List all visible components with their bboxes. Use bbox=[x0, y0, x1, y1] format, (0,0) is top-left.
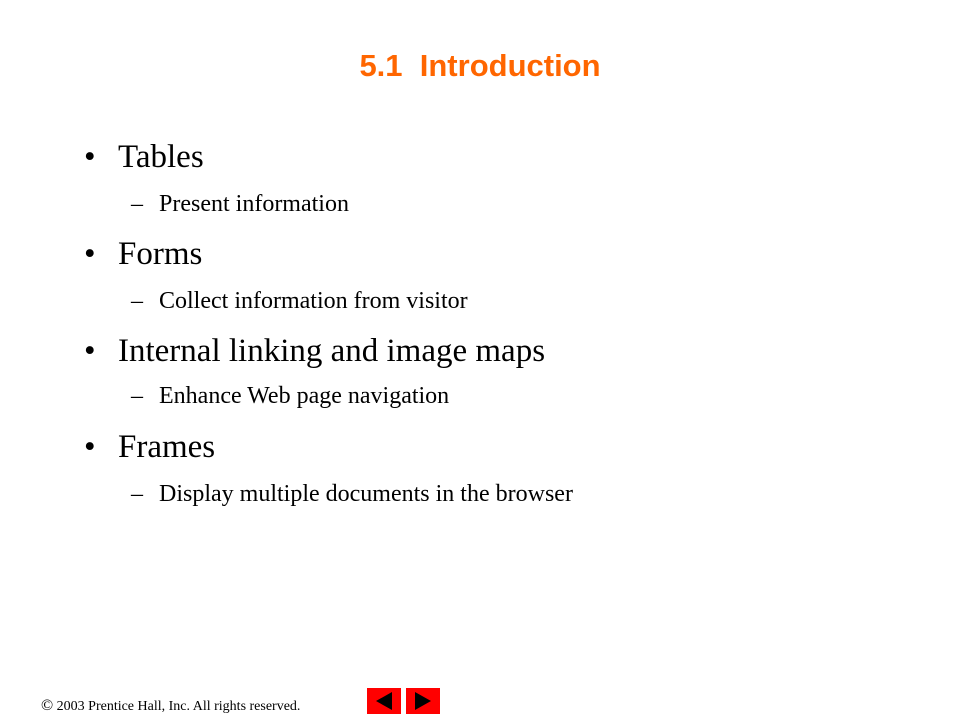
sub-bullet-text: Collect information from visitor bbox=[159, 288, 468, 314]
sub-bullet-text: Present information bbox=[159, 191, 349, 217]
sub-bullet-symbol: – bbox=[131, 191, 143, 217]
bullet-text: Forms bbox=[118, 236, 203, 272]
previous-slide-button[interactable] bbox=[367, 688, 401, 714]
slide-title: 5.1 Introduction bbox=[359, 48, 601, 83]
bullet-text: Tables bbox=[118, 139, 204, 175]
sub-bullet-symbol: – bbox=[131, 383, 143, 409]
bullet-symbol: • bbox=[84, 139, 96, 175]
bullet-text: Frames bbox=[118, 429, 216, 465]
sub-bullet-symbol: – bbox=[131, 288, 143, 314]
sub-bullet-symbol: – bbox=[131, 481, 143, 507]
next-slide-button[interactable] bbox=[406, 688, 440, 714]
copyright-symbol: © bbox=[41, 697, 54, 714]
bullet-symbol: • bbox=[84, 429, 96, 465]
bullet-symbol: • bbox=[84, 236, 96, 272]
bullet-symbol: • bbox=[84, 333, 96, 369]
sub-bullet-text: Enhance Web page navigation bbox=[159, 383, 450, 409]
copyright-footer bbox=[41, 696, 300, 717]
sub-bullet-text: Display multiple documents in the browser bbox=[159, 481, 573, 507]
bullet-text: Internal linking and image maps bbox=[118, 333, 546, 369]
left-arrow-icon bbox=[367, 688, 401, 714]
copyright-text: 2003 Prentice Hall, Inc. All rights reserved. bbox=[53, 699, 301, 714]
right-arrow-icon bbox=[406, 688, 440, 714]
